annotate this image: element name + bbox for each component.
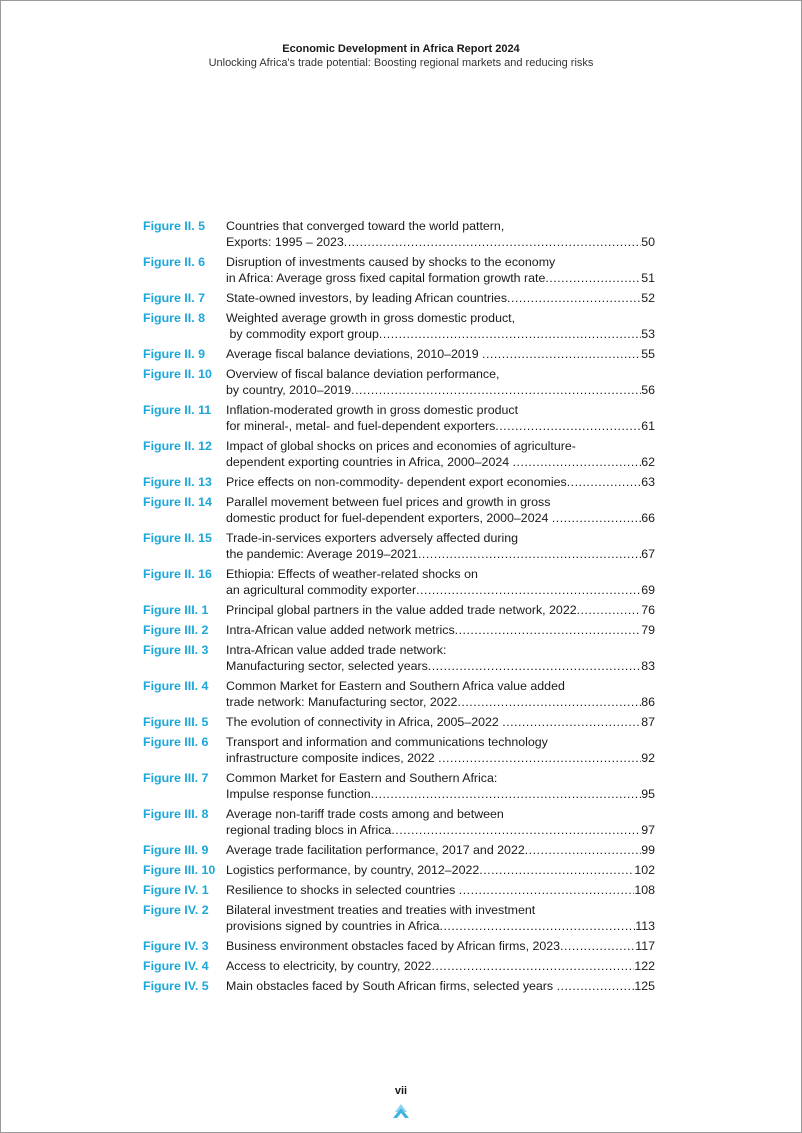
toc-entry[interactable] [143, 290, 655, 306]
toc-entry[interactable] [143, 310, 655, 342]
figure-label[interactable]: Figure III. 8 [143, 807, 209, 821]
figure-title-line: Common Market for Eastern and Southern Africa: [226, 771, 498, 785]
figure-title [226, 902, 655, 934]
figure-title-text: Manufacturing sector, selected years [226, 659, 428, 673]
toc-entry[interactable] [143, 958, 655, 974]
list-of-figures [143, 218, 655, 998]
page-reference[interactable]: 117 [635, 939, 655, 953]
toc-entry[interactable] [143, 938, 655, 954]
figure-title-text: The evolution of connectivity in Africa, 2005–2022 [226, 715, 503, 729]
dot-leader [351, 382, 641, 398]
figure-title [226, 310, 655, 342]
dot-leader [416, 582, 641, 598]
page-reference[interactable]: 79 [641, 623, 655, 637]
figure-title-text: Access to electricity, by country, 2022 [226, 959, 432, 973]
page-reference[interactable]: 97 [641, 823, 655, 837]
figure-title-lastline [226, 842, 655, 858]
figure-title-line: Overview of fiscal balance deviation performance, [226, 367, 500, 381]
toc-entry[interactable] [143, 474, 655, 490]
figure-title-text: Price effects on non-commodity- dependent export economies [226, 475, 567, 489]
toc-entry[interactable] [143, 218, 655, 250]
figure-label[interactable]: Figure II. 9 [143, 347, 205, 361]
figure-title-lastline [226, 750, 655, 766]
chevron-up-icon [391, 1102, 411, 1120]
figure-title [226, 714, 655, 730]
page-reference[interactable]: 69 [641, 583, 655, 597]
figure-label[interactable]: Figure III. 6 [143, 735, 209, 749]
figure-label[interactable]: Figure II. 13 [143, 475, 212, 489]
figure-label[interactable]: Figure II. 7 [143, 291, 205, 305]
figure-title-text: Exports: 1995 – 2023 [226, 235, 344, 249]
figure-title-text: by commodity export group [226, 327, 379, 341]
page-reference[interactable]: 125 [634, 979, 655, 993]
figure-title-text: Average fiscal balance deviations, 2010–2019 [226, 347, 483, 361]
figure-title-text: in Africa: Average gross fixed capital formation growth rate [226, 271, 546, 285]
dot-leader [344, 234, 641, 250]
toc-entry[interactable] [143, 402, 655, 434]
figure-title-text: for mineral-, metal- and fuel-dependent exporters [226, 419, 496, 433]
toc-entry[interactable] [143, 494, 655, 526]
dot-leader [431, 958, 634, 974]
figure-label[interactable]: Figure II. 10 [143, 367, 212, 381]
figure-title-lastline [226, 326, 655, 342]
figure-label[interactable]: Figure II. 12 [143, 439, 212, 453]
figure-title-lastline [226, 822, 655, 838]
figure-label[interactable]: Figure III. 5 [143, 715, 209, 729]
figure-label[interactable]: Figure IV. 1 [143, 883, 209, 897]
figure-title-lastline [226, 958, 655, 974]
figure-title-text: Average trade facilitation performance, 2017 and 2022 [226, 843, 525, 857]
figure-label[interactable]: Figure II. 11 [143, 403, 212, 417]
page-reference[interactable]: 76 [641, 603, 655, 617]
toc-entry[interactable] [143, 642, 655, 674]
figure-title-text: by country, 2010–2019 [226, 383, 352, 397]
toc-entry[interactable] [143, 806, 655, 838]
page-reference[interactable]: 99 [641, 843, 655, 857]
figure-title-lastline [226, 546, 655, 562]
figure-title-text: Business environment obstacles faced by African firms, 2023 [226, 939, 561, 953]
toc-entry[interactable] [143, 678, 655, 710]
figure-title-lastline [226, 786, 655, 802]
figure-title-line: Weighted average growth in gross domestic product, [226, 311, 516, 325]
dot-leader [371, 786, 642, 802]
figure-title-line: Disruption of investments caused by shocks to the economy [226, 255, 556, 269]
toc-entry[interactable] [143, 622, 655, 638]
page-reference[interactable]: 66 [641, 511, 655, 525]
page-reference[interactable]: 95 [641, 787, 655, 801]
toc-entry[interactable] [143, 602, 655, 618]
toc-entry[interactable] [143, 882, 655, 898]
figure-title-line: Bilateral investment treaties and treaties with investment [226, 903, 536, 917]
report-title: Economic Development in Africa Report 2024 [282, 43, 520, 55]
page-reference[interactable]: 50 [641, 235, 655, 249]
figure-title-lastline [226, 510, 655, 526]
figure-title-lastline [226, 658, 655, 674]
figure-label[interactable]: Figure II. 8 [143, 311, 205, 325]
figure-label[interactable]: Figure III. 2 [143, 623, 209, 637]
figure-label[interactable]: Figure II. 6 [143, 255, 205, 269]
figure-title-line: Trade-in-services exporters adversely affected during [226, 531, 519, 545]
figure-label[interactable]: Figure IV. 5 [143, 979, 209, 993]
figure-title-text: regional trading blocs in Africa [226, 823, 392, 837]
figure-title-lastline [226, 582, 655, 598]
dot-leader [482, 346, 641, 362]
figure-title-lastline [226, 418, 655, 434]
figure-title [226, 402, 655, 434]
figure-title-text: dependent exporting countries in Africa, 2000–2024 [226, 455, 513, 469]
figure-title [226, 494, 655, 526]
toc-entry[interactable] [143, 530, 655, 562]
page-reference[interactable]: 122 [634, 959, 655, 973]
figure-title-text: provisions signed by countries in Africa [226, 919, 440, 933]
toc-entry[interactable] [143, 862, 655, 878]
page-reference[interactable]: 83 [641, 659, 655, 673]
toc-entry[interactable] [143, 842, 655, 858]
toc-entry[interactable] [143, 978, 655, 994]
figure-title [226, 622, 655, 638]
figure-title-lastline [226, 290, 655, 306]
figure-title [226, 474, 655, 490]
figure-label[interactable]: Figure IV. 4 [143, 959, 209, 973]
figure-title-lastline [226, 270, 655, 286]
figure-label[interactable]: Figure II. 16 [143, 567, 212, 581]
dot-leader [391, 822, 641, 838]
page-reference[interactable]: 113 [635, 919, 655, 933]
figure-title [226, 438, 655, 470]
page-reference[interactable]: 55 [641, 347, 655, 361]
figure-title-lastline [226, 622, 655, 638]
figure-title [226, 218, 655, 250]
figure-title-lastline [226, 346, 655, 362]
figure-title-text: Logistics performance, by country, 2012–2022 [226, 863, 480, 877]
figure-label[interactable]: Figure III. 3 [143, 643, 209, 657]
figure-title-line: Average non-tariff trade costs among and between [226, 807, 504, 821]
page-reference[interactable]: 86 [641, 695, 655, 709]
dot-leader [455, 622, 642, 638]
dot-leader [428, 658, 641, 674]
dot-leader [545, 270, 641, 286]
toc-entry[interactable] [143, 734, 655, 766]
figure-title [226, 602, 655, 618]
figure-title-text: domestic product for fuel-dependent exporters, 2000–2024 [226, 511, 552, 525]
figure-title-lastline [226, 882, 655, 898]
dot-leader [577, 602, 642, 618]
page-reference[interactable]: 53 [641, 327, 655, 341]
figure-title [226, 978, 655, 994]
toc-entry[interactable] [143, 366, 655, 398]
figure-title-line: Parallel movement between fuel prices and growth in gross [226, 495, 551, 509]
running-header [0, 42, 802, 70]
figure-title-lastline [226, 602, 655, 618]
dot-leader [418, 546, 641, 562]
dot-leader [495, 418, 641, 434]
dot-leader [513, 454, 642, 470]
figure-title-text: State-owned investors, by leading African countries [226, 291, 508, 305]
dot-leader [459, 882, 635, 898]
dot-leader [525, 842, 641, 858]
figure-title-line: Inflation-moderated growth in gross domestic product [226, 403, 519, 417]
figure-title [226, 566, 655, 598]
figure-title [226, 290, 655, 306]
figure-title-text: Resilience to shocks in selected countries [226, 883, 459, 897]
figure-title-text: Principal global partners in the value added trade network, 2022 [226, 603, 577, 617]
dot-leader [479, 862, 634, 878]
page-reference[interactable]: 63 [641, 475, 655, 489]
figure-title-lastline [226, 694, 655, 710]
figure-title-lastline [226, 382, 655, 398]
dot-leader [502, 714, 641, 730]
figure-title-line: Transport and information and communications technology [226, 735, 548, 749]
toc-entry[interactable] [143, 770, 655, 802]
figure-title-line: Common Market for Eastern and Southern Africa value added [226, 679, 565, 693]
figure-title [226, 366, 655, 398]
dot-leader [557, 978, 635, 994]
figure-title-text: Intra-African value added network metrics [226, 623, 455, 637]
report-subtitle: Unlocking Africa's trade potential: Boosting regional markets and reducing risks [208, 57, 594, 69]
page-reference[interactable]: 67 [641, 547, 655, 561]
dot-leader [560, 938, 635, 954]
page-number: vii [394, 1085, 408, 1097]
figure-title [226, 842, 655, 858]
figure-title [226, 806, 655, 838]
figure-title-lastline [226, 714, 655, 730]
figure-title-text: trade network: Manufacturing sector, 2022 [226, 695, 458, 709]
toc-entry[interactable] [143, 438, 655, 470]
figure-title-line: Countries that converged toward the world pattern, [226, 219, 505, 233]
page-reference[interactable]: 87 [641, 715, 655, 729]
page-reference[interactable]: 92 [641, 751, 655, 765]
figure-title [226, 678, 655, 710]
figure-title [226, 642, 655, 674]
figure-title-lastline [226, 454, 655, 470]
dot-leader [552, 510, 641, 526]
toc-entry[interactable] [143, 346, 655, 362]
figure-title [226, 958, 655, 974]
figure-title-line: Intra-African value added trade network: [226, 643, 447, 657]
figure-label[interactable]: Figure III. 10 [143, 863, 216, 877]
page-reference[interactable]: 51 [641, 271, 655, 285]
figure-label[interactable]: Figure III. 4 [143, 679, 209, 693]
dot-leader [457, 694, 641, 710]
figure-label[interactable]: Figure II. 15 [143, 531, 212, 545]
figure-title-line: Ethiopia: Effects of weather-related shocks on [226, 567, 478, 581]
page-reference[interactable]: 56 [641, 383, 655, 397]
figure-label[interactable]: Figure III. 1 [143, 603, 209, 617]
figure-title-line: Impact of global shocks on prices and economies of agriculture- [226, 439, 576, 453]
figure-label[interactable]: Figure III. 9 [143, 843, 209, 857]
figure-title [226, 530, 655, 562]
figure-title [226, 882, 655, 898]
page-reference[interactable]: 108 [634, 883, 655, 897]
dot-leader [507, 290, 641, 306]
dot-leader [438, 750, 641, 766]
dot-leader [567, 474, 642, 490]
toc-entry[interactable] [143, 714, 655, 730]
toc-entry[interactable] [143, 566, 655, 598]
figure-title-text: Main obstacles faced by South African firms, selected years [226, 979, 557, 993]
figure-title-lastline [226, 234, 655, 250]
page-reference[interactable]: 61 [641, 419, 655, 433]
figure-title [226, 734, 655, 766]
figure-title-text: Impulse response function [226, 787, 371, 801]
figure-title [226, 346, 655, 362]
figure-title-lastline [226, 474, 655, 490]
figure-title-text: infrastructure composite indices, 2022 [226, 751, 439, 765]
figure-title-lastline [226, 862, 655, 878]
figure-title-lastline [226, 978, 655, 994]
figure-title-text: an agricultural commodity exporter [226, 583, 417, 597]
figure-label[interactable]: Figure IV. 2 [143, 903, 209, 917]
figure-title [226, 770, 655, 802]
toc-entry[interactable] [143, 254, 655, 286]
toc-entry[interactable] [143, 902, 655, 934]
figure-label[interactable]: Figure III. 7 [143, 771, 209, 785]
page-reference[interactable]: 62 [641, 455, 655, 469]
page-reference[interactable]: 102 [634, 863, 655, 877]
figure-label[interactable]: Figure IV. 3 [143, 939, 209, 953]
figure-title-lastline [226, 938, 655, 954]
dot-leader [440, 918, 636, 934]
figure-title [226, 254, 655, 286]
page-reference[interactable]: 52 [641, 291, 655, 305]
figure-title-lastline [226, 918, 655, 934]
figure-title [226, 938, 655, 954]
figure-label[interactable]: Figure II. 14 [143, 495, 212, 509]
figure-title [226, 862, 655, 878]
dot-leader [379, 326, 641, 342]
figure-title-text: the pandemic: Average 2019–2021 [226, 547, 418, 561]
figure-label[interactable]: Figure II. 5 [143, 219, 205, 233]
